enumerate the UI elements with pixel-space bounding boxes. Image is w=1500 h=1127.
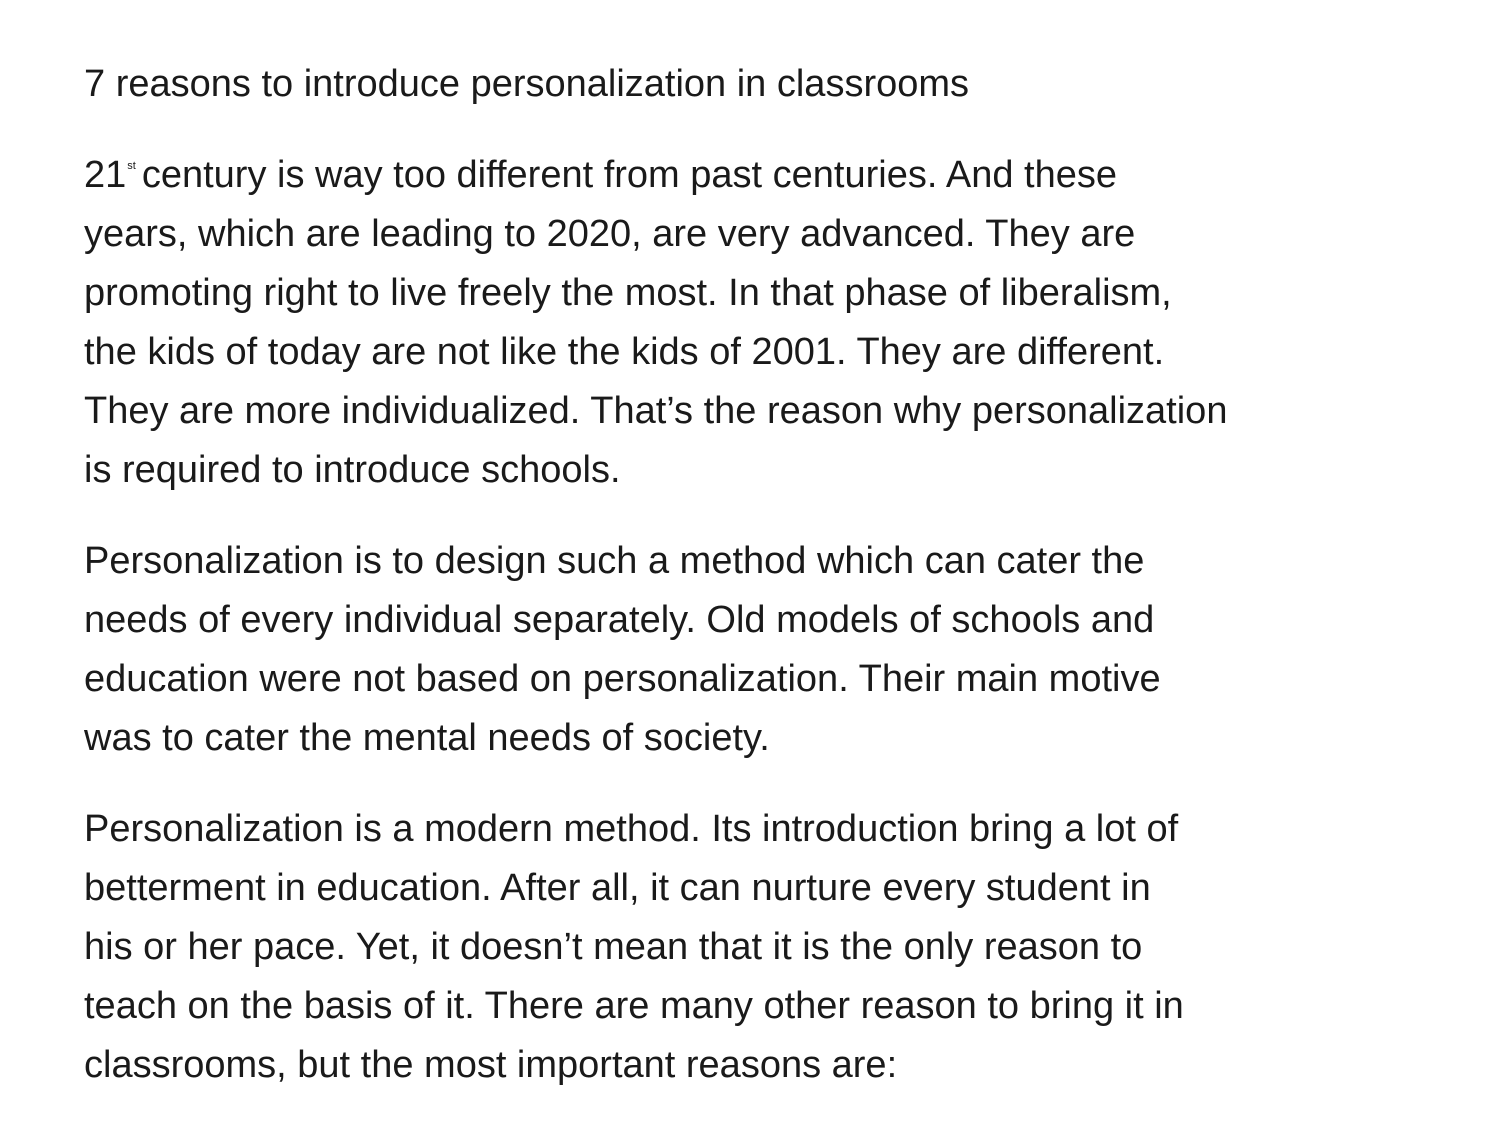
paragraph-line: needs of every individual separately. Old models of schools and: [84, 599, 1155, 641]
paragraph-line: years, which are leading to 2020, are very advanced. They are: [84, 213, 1136, 255]
paragraph-line: teach on the basis of it. There are many other reason to bring it in: [84, 985, 1184, 1027]
document-page: [84, 58, 1474, 1127]
paragraph-line: Personalization is a modern method. Its introduction bring a lot of: [84, 808, 1179, 850]
paragraph-line: was to cater the mental needs of society.: [84, 717, 770, 759]
paragraph-line: They are more individualized. That’s the reason why personalization: [84, 390, 1228, 432]
paragraph-definition: [84, 532, 1474, 768]
paragraph-modern-method: [84, 800, 1474, 1095]
paragraph-line: education were not based on personalization. Their main motive: [84, 658, 1161, 700]
paragraph-line: his or her pace. Yet, it doesn’t mean that it is the only reason to: [84, 926, 1143, 968]
paragraph-line: is required to introduce schools.: [84, 449, 621, 491]
paragraph-intro: [84, 146, 1474, 500]
paragraph-line: classrooms, but the most important reasons are:: [84, 1044, 898, 1086]
first-line-text: century is way too different from past centuries. And these: [141, 154, 1117, 196]
ordinal-number: 21: [84, 154, 127, 196]
ordinal-superscript: st: [127, 160, 136, 172]
paragraph-line: promoting right to live freely the most. In that phase of liberalism,: [84, 272, 1172, 314]
document-title: 7 reasons to introduce personalization in classrooms: [84, 63, 970, 105]
paragraph-line: [84, 146, 1474, 205]
paragraph-line: the kids of today are not like the kids of 2001. They are different.: [84, 331, 1165, 373]
paragraph-line: betterment in education. After all, it can nurture every student in: [84, 867, 1151, 909]
paragraph-line: Personalization is to design such a method which can cater the: [84, 540, 1145, 582]
